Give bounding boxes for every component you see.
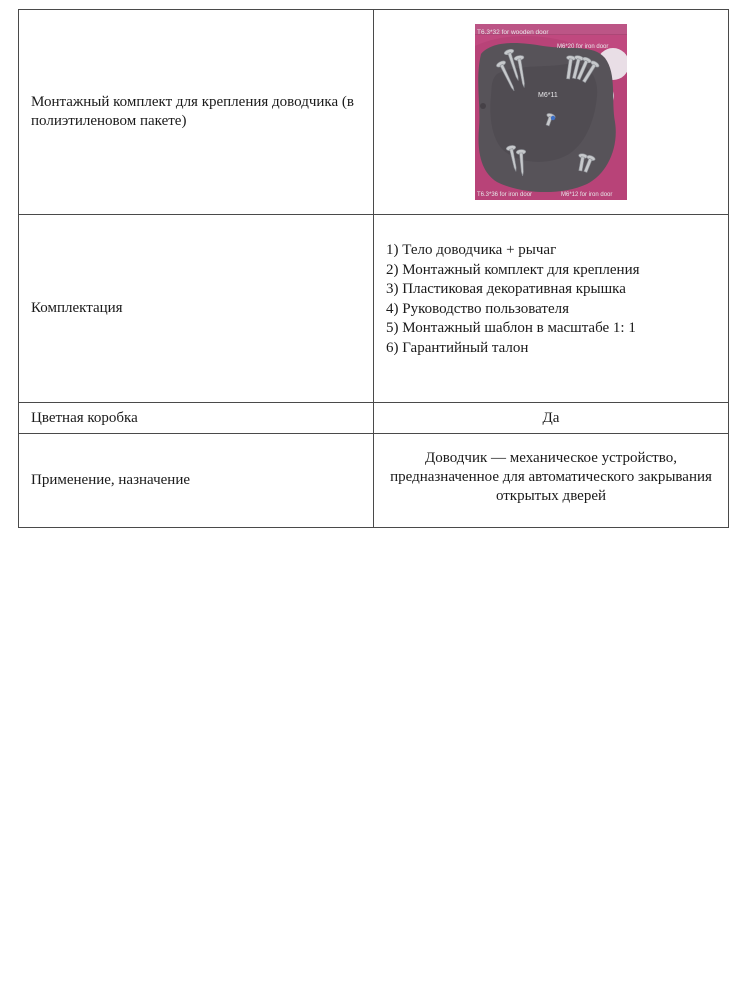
list-item: 6) Гарантийный талон <box>386 339 529 356</box>
photo-label-t63x36: T6.3*36 for iron door <box>477 192 533 198</box>
photo-label-t63x32: T6.3*32 for wooden door <box>477 29 549 36</box>
color-box-value: Да <box>374 403 729 434</box>
package-contents-label: Комплектация <box>19 215 374 403</box>
mounting-kit-photo-cell <box>374 10 729 215</box>
mounting-kit-label: Монтажный комплект для крепления доводчика (в полиэтиленовом пакете) <box>19 10 374 215</box>
table-row <box>19 434 729 528</box>
photo-label-m6x20: M6*20 for iron door <box>557 44 609 50</box>
table-row <box>19 215 729 403</box>
spec-table <box>18 9 729 528</box>
list-item: 4) Руководство пользователя <box>386 300 569 317</box>
usage-label: Применение, назначение <box>19 434 374 528</box>
usage-value: Доводчик — механическое устройство, предназначенное для автоматического закрывания открытых дверей <box>390 450 712 504</box>
table-row <box>19 10 729 215</box>
list-item: 5) Монтажный шаблон в масштабе 1: 1 <box>386 320 636 336</box>
list-item: 2) Монтажный комплект для крепления <box>386 261 640 278</box>
package-contents-cell <box>374 215 729 403</box>
usage-cell <box>374 434 729 528</box>
table-row <box>19 403 729 434</box>
list-item: 1) Тело доводчика + рычаг <box>386 242 557 258</box>
list-item: 3) Пластиковая декоративная крышка <box>386 281 626 297</box>
color-box-label: Цветная коробка <box>19 403 374 434</box>
photo-label-m6x11: M6*11 <box>538 92 558 99</box>
photo-label-m6x12: M6*12 for iron door <box>561 192 613 198</box>
package-contents-list <box>386 242 728 367</box>
mounting-screws-photo <box>475 24 627 200</box>
